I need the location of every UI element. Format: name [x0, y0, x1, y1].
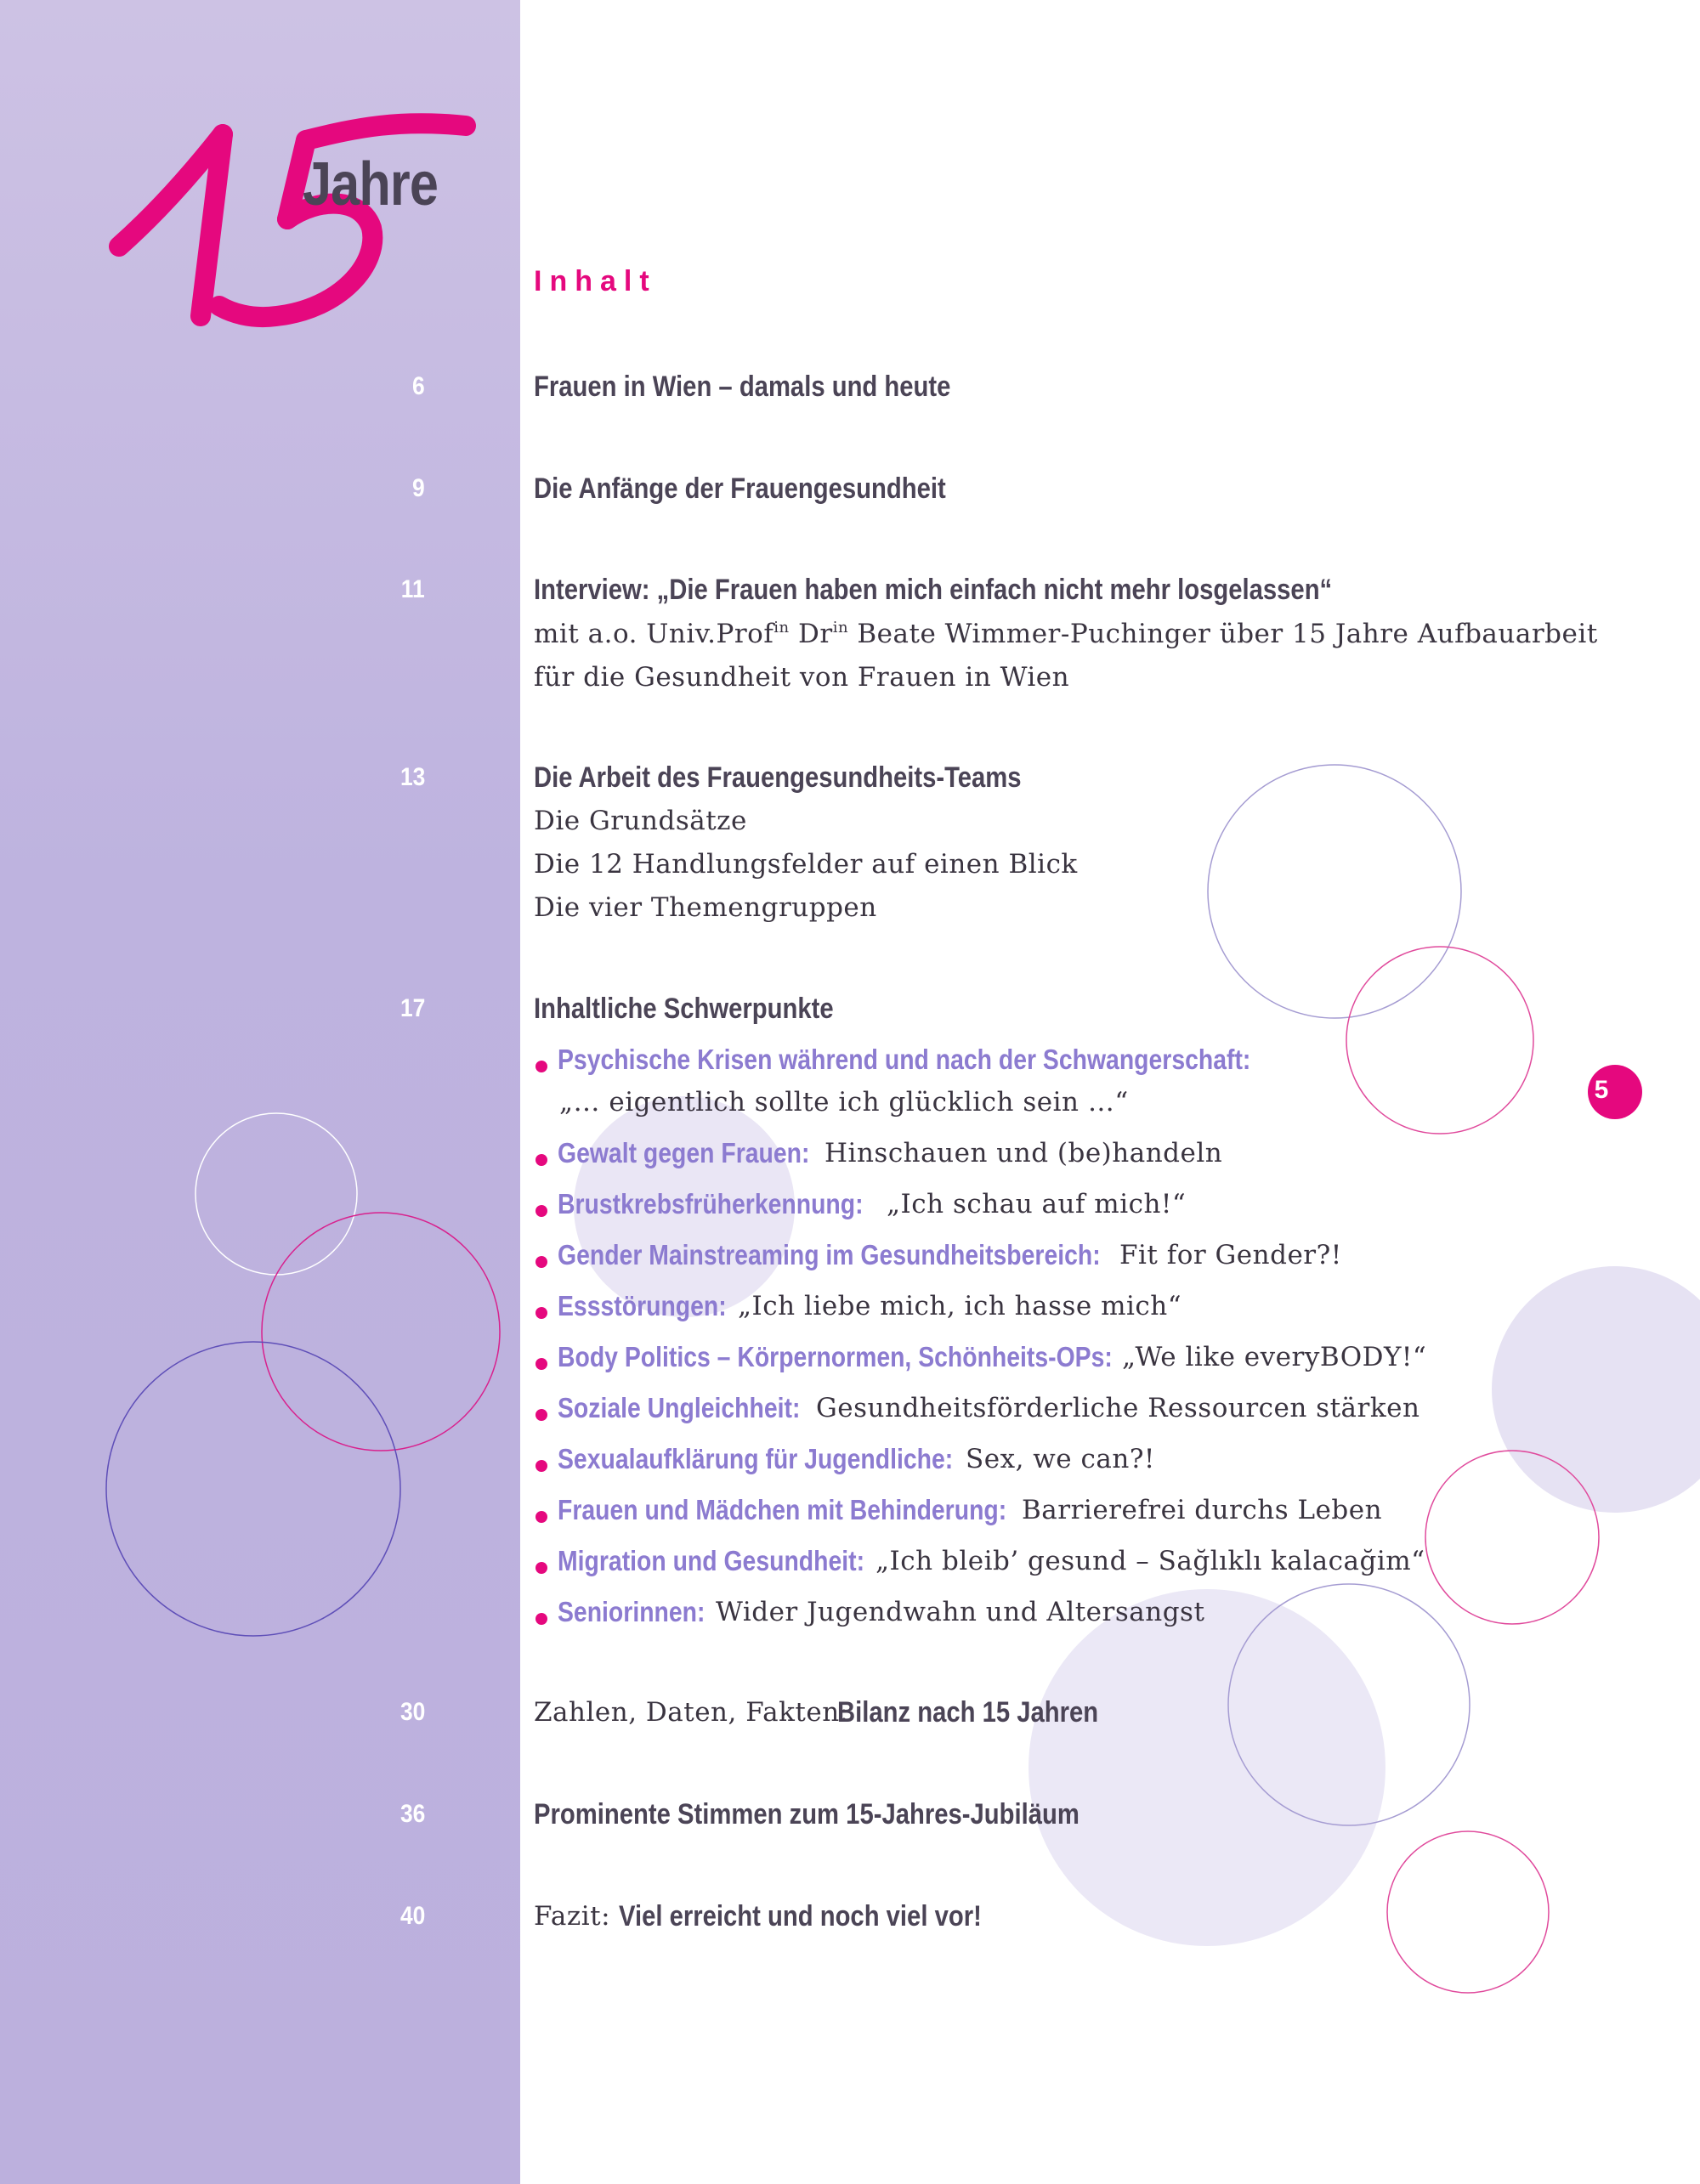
topic-label: Body Politics – Körpernormen, Schönheits-OPs:	[558, 1341, 1113, 1372]
topic-text: „Ich liebe mich, ich hasse mich“	[738, 1291, 1182, 1321]
topic-item[interactable]	[536, 1131, 851, 1185]
bullet-dot	[536, 1061, 547, 1072]
topic-text: Gesundheitsförderliche Ressourcen stärken	[816, 1393, 1420, 1423]
topic-label: Soziale Ungleichheit:	[558, 1392, 801, 1423]
toc-page-number: 6	[412, 372, 425, 400]
toc-subline-part: Beate Wimmer-Puchinger über 15 Jahre Aufbauarbeit	[848, 619, 1598, 649]
toc-page-number: 30	[400, 1698, 425, 1726]
topic-item[interactable]	[536, 1182, 913, 1236]
toc-page-number: 17	[400, 994, 425, 1022]
bullet-dot	[536, 1205, 547, 1217]
topic-text: „Ich schau auf mich!“	[887, 1189, 1187, 1219]
toc-title: Bilanz nach 15 Jahren	[837, 1696, 1099, 1729]
topic-item[interactable]	[536, 1284, 754, 1338]
bullet-dot	[536, 1307, 547, 1319]
toc-subline: Die vier Themengruppen	[534, 892, 877, 923]
deco-ring	[1387, 1831, 1549, 1993]
topic-label: Sexualaufklärung für Jugendliche:	[558, 1443, 954, 1474]
bullet-dot	[536, 1460, 547, 1472]
toc-prefix: Fazit:	[534, 1901, 611, 1932]
topic-text: „We like everyBODY!“	[1122, 1342, 1427, 1372]
bullet-dot	[536, 1256, 547, 1268]
topic-text: Sex, we can?!	[966, 1444, 1155, 1474]
toc-title: Prominente Stimmen zum 15-Jahres-Jubiläum	[534, 1798, 1080, 1830]
topic-text: Hinschauen und (be)handeln	[824, 1138, 1223, 1168]
toc-page-number: 9	[412, 474, 425, 502]
toc-title: Viel erreicht und noch viel vor!	[619, 1900, 982, 1932]
topic-item[interactable]	[536, 1233, 1189, 1287]
deco-ring	[1346, 947, 1533, 1134]
topic-item[interactable]	[536, 1437, 1017, 1491]
deco-filled-circle-bottom	[1028, 1589, 1386, 1946]
anniversary-logo	[0, 0, 520, 357]
topic-item[interactable]	[536, 1539, 915, 1593]
deco-ring	[196, 1113, 357, 1275]
topic-item[interactable]	[536, 1386, 840, 1440]
toc-prefix: Zahlen, Daten, Fakten:	[534, 1697, 849, 1728]
toc-title: Interview: „Die Frauen haben mich einfach nicht mehr losgelassen“	[534, 574, 1333, 606]
bullet-dot	[536, 1511, 547, 1523]
toc-page-number: 13	[400, 763, 425, 791]
topic-label: Psychische Krisen während und nach der Schwangerschaft:	[558, 1044, 1251, 1075]
toc-subline: Die Grundsätze	[534, 806, 747, 836]
topic-label: Frauen und Mädchen mit Behinderung:	[558, 1494, 1007, 1525]
bullet-dot	[536, 1409, 547, 1421]
toc-page-number: 11	[401, 575, 425, 603]
deco-filled-circle-right	[1492, 1266, 1700, 1513]
topic-label: Brustkrebsfrüherkennung:	[558, 1188, 864, 1219]
toc-title: Die Arbeit des Frauengesundheits-Teams	[534, 761, 1022, 794]
deco-ring	[106, 1342, 400, 1636]
logo-word: Jahre	[303, 150, 439, 218]
toc-subline: für die Gesundheit von Frauen in Wien	[534, 662, 1070, 693]
bullet-dot	[536, 1154, 547, 1166]
topic-item[interactable]	[536, 1590, 729, 1644]
superscript: in	[774, 619, 790, 637]
topic-text: „Ich bleib’ gesund – Sağlıklı kalacağim“	[876, 1546, 1425, 1576]
toc-subline	[534, 613, 1598, 655]
topic-text: „… eigentlich sollte ich glücklich sein …“	[559, 1087, 1129, 1117]
toc-title: Die Anfänge der Frauengesundheit	[534, 472, 946, 505]
toc-title: Inhaltliche Schwerpunkte	[534, 993, 834, 1025]
bullet-dot	[536, 1613, 547, 1625]
toc-subline-part: Dr	[789, 619, 833, 649]
topic-text: Wider Jugendwahn und Altersangst	[716, 1597, 1205, 1627]
toc-title: Frauen in Wien – damals und heute	[534, 371, 951, 403]
topic-label: Gender Mainstreaming im Gesundheitsbereich:	[558, 1239, 1101, 1270]
toc-page-number: 36	[400, 1800, 425, 1828]
topic-text: Fit for Gender?!	[1119, 1240, 1342, 1270]
topic-label: Gewalt gegen Frauen:	[558, 1137, 810, 1168]
page-number: 5	[1594, 1076, 1609, 1104]
page-number-badge	[1588, 1065, 1642, 1119]
number-15-graphic	[0, 0, 520, 357]
contents-heading: Inhalt	[534, 265, 657, 297]
topic-label: Migration und Gesundheit:	[558, 1545, 865, 1576]
bullet-dot	[536, 1358, 547, 1370]
topic-label: Seniorinnen:	[558, 1596, 706, 1627]
topic-label: Essstörungen:	[558, 1290, 727, 1321]
topic-item[interactable]	[536, 1335, 1203, 1389]
deco-ring	[1208, 765, 1461, 1018]
toc-page-number: 40	[400, 1902, 425, 1930]
topic-item[interactable]	[536, 1488, 1080, 1542]
toc-subline: Die 12 Handlungsfelder auf einen Blick	[534, 849, 1078, 880]
toc-subline-part: mit a.o. Univ.Prof	[534, 619, 774, 649]
bullet-dot	[536, 1562, 547, 1574]
superscript: in	[832, 619, 849, 637]
topic-text: Barrierefrei durchs Leben	[1022, 1495, 1383, 1525]
